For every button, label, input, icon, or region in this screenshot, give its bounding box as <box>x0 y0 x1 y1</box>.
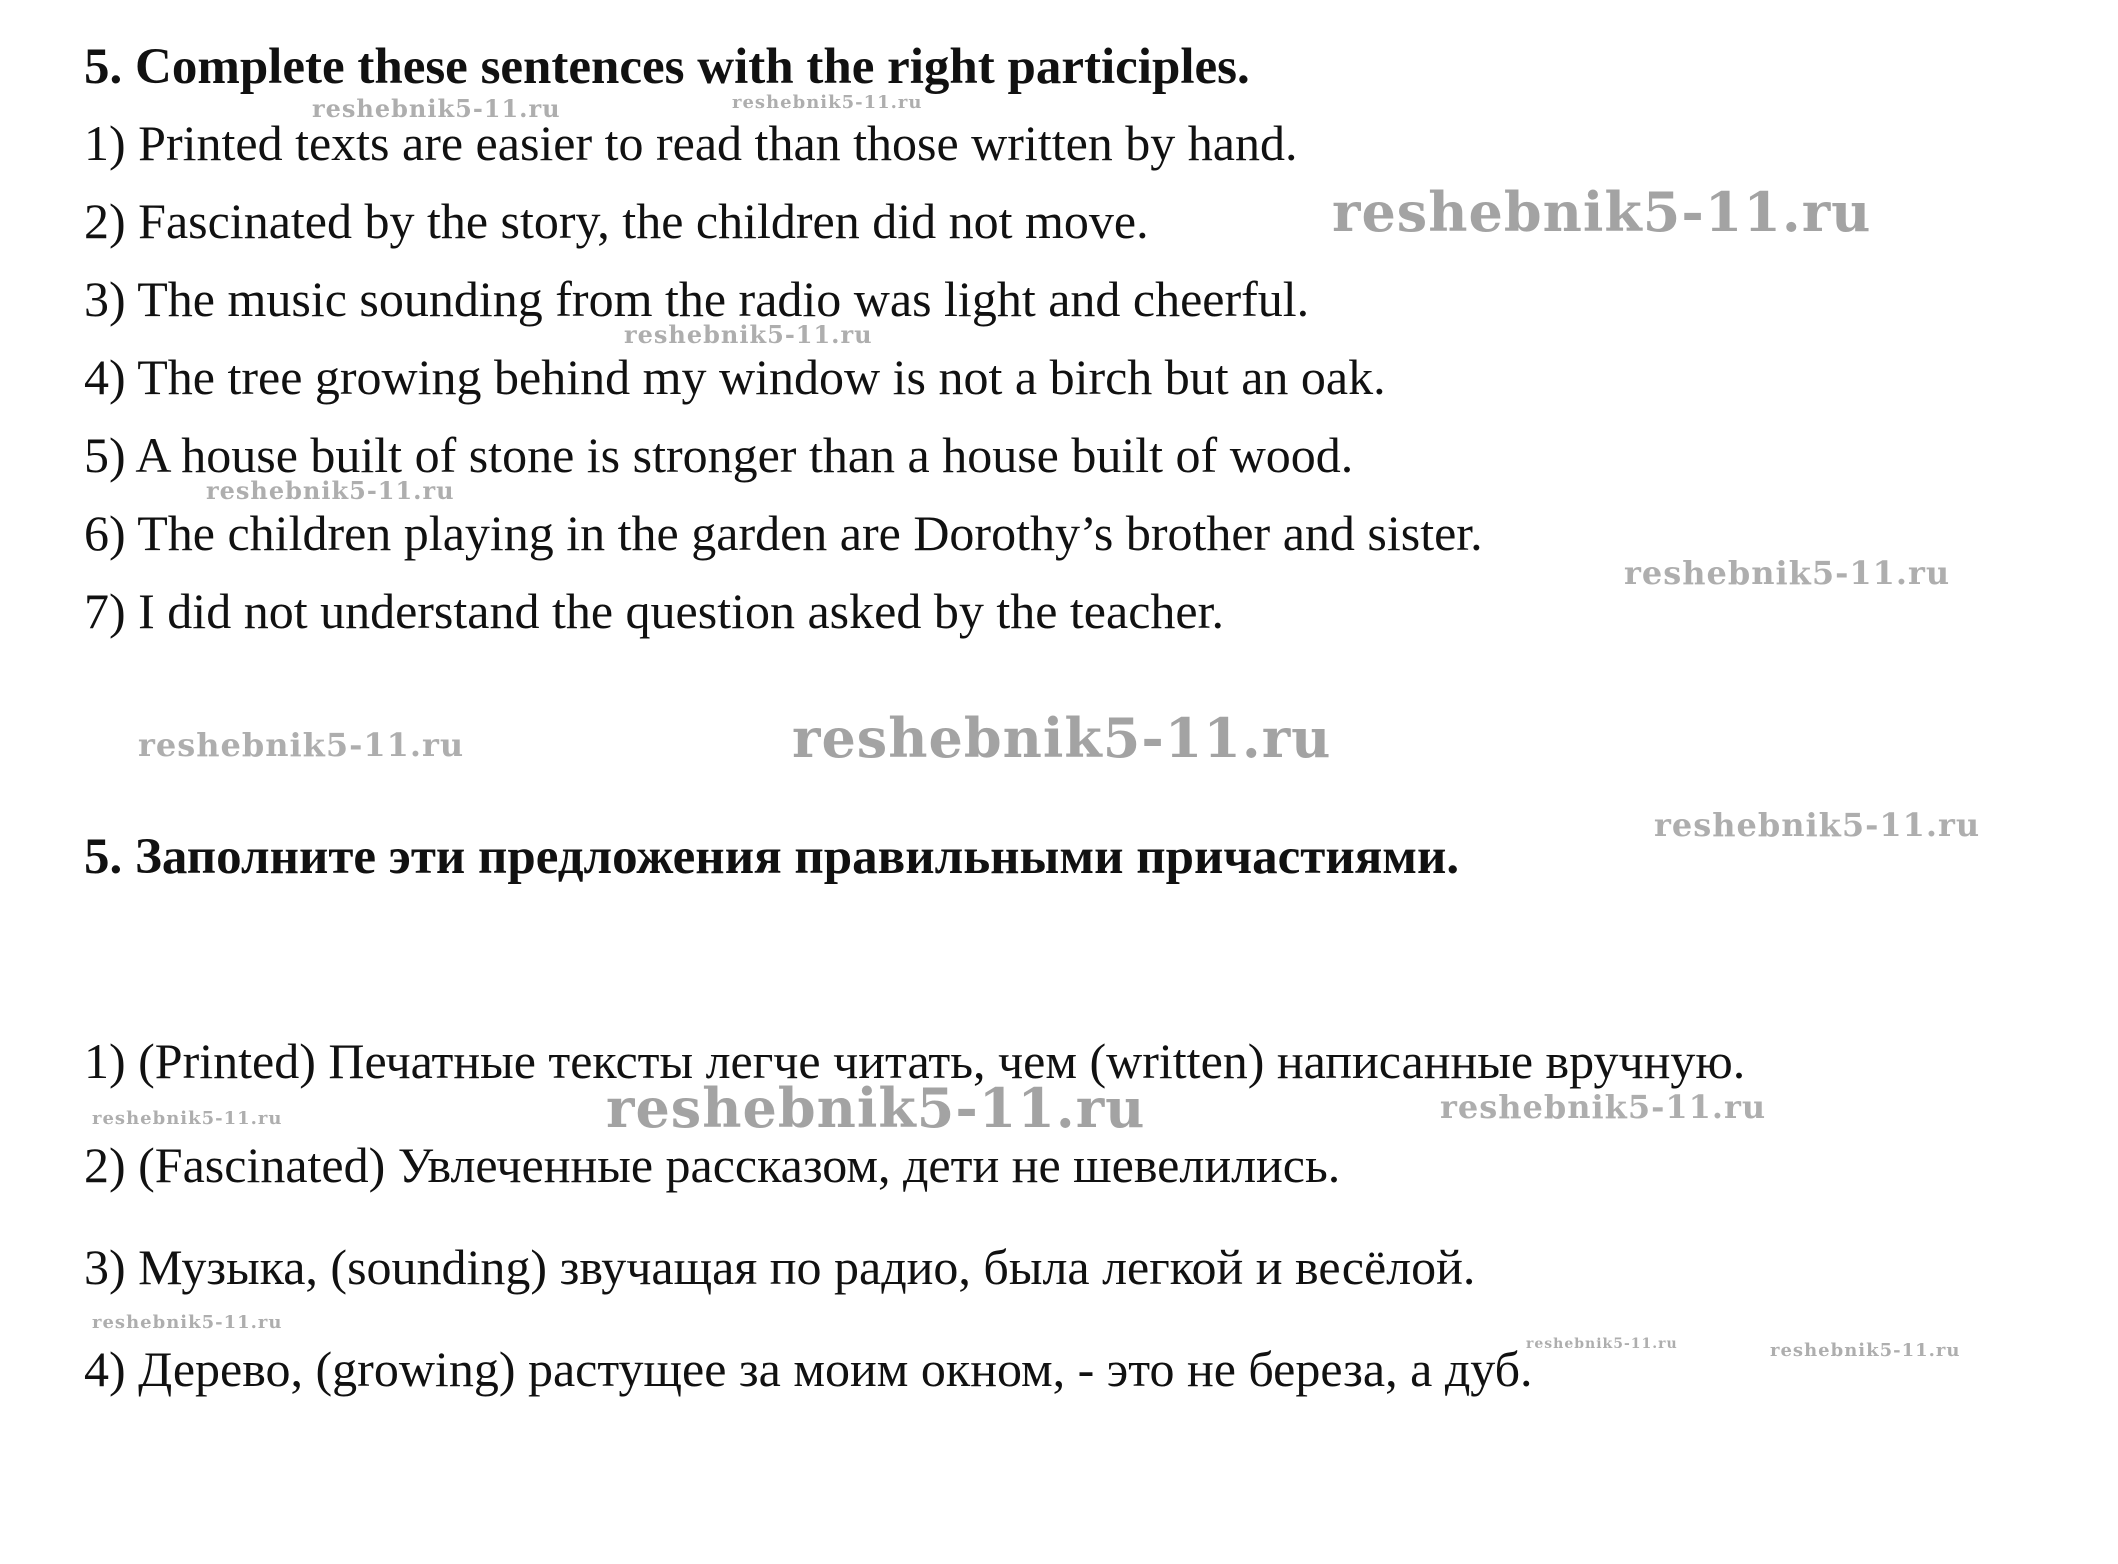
watermark: reshebnik5-11.ru <box>732 92 923 113</box>
watermark: reshebnik5-11.ru <box>206 476 455 505</box>
english-sentence-2: 2) Fascinated by the story, the children did not move. <box>84 193 1149 249</box>
russian-sentence-2: 2) (Fascinated) Увлеченные рассказом, дети не шевелились. <box>84 1137 1341 1193</box>
english-sentence-4: 4) The tree growing behind my window is not a birch but an oak. <box>84 349 1386 405</box>
watermark: reshebnik5-11.ru <box>1332 180 1872 244</box>
watermark: reshebnik5-11.ru <box>1770 1340 1961 1361</box>
watermark: reshebnik5-11.ru <box>92 1312 283 1333</box>
russian-sentence-3: 3) Музыка, (sounding) звучащая по радио, была легкой и весёлой. <box>84 1239 1476 1295</box>
watermark: reshebnik5-11.ru <box>1440 1088 1767 1126</box>
russian-sentence-1: 1) (Printed) Печатные тексты легче читать, чем (written) написанные вручную. <box>84 1033 1746 1089</box>
watermark: reshebnik5-11.ru <box>312 94 561 123</box>
english-sentence-7: 7) I did not understand the question asked by the teacher. <box>84 583 1224 639</box>
english-heading: 5. Complete these sentences with the right participles. <box>84 39 1250 95</box>
watermark: reshebnik5-11.ru <box>624 320 873 349</box>
watermark: reshebnik5-11.ru <box>138 726 465 764</box>
english-sentence-1: 1) Printed texts are easier to read than those written by hand. <box>84 115 1298 171</box>
english-sentence-5: 5) A house built of stone is stronger than a house built of wood. <box>84 427 1354 483</box>
watermark: reshebnik5-11.ru <box>792 706 1332 770</box>
watermark: reshebnik5-11.ru <box>92 1108 283 1129</box>
watermark: reshebnik5-11.ru <box>1526 1336 1678 1352</box>
watermark: reshebnik5-11.ru <box>1624 554 1951 592</box>
watermark: reshebnik5-11.ru <box>1654 806 1981 844</box>
english-sentence-6: 6) The children playing in the garden are Dorothy’s brother and sister. <box>84 505 1483 561</box>
watermark: reshebnik5-11.ru <box>606 1076 1146 1140</box>
russian-sentence-4: 4) Дерево, (growing) растущее за моим окном, - это не береза, а дуб. <box>84 1341 1533 1397</box>
russian-heading: 5. Заполните эти предложения правильными причастиями. <box>84 829 1460 885</box>
english-sentence-3: 3) The music sounding from the radio was light and cheerful. <box>84 271 1310 327</box>
